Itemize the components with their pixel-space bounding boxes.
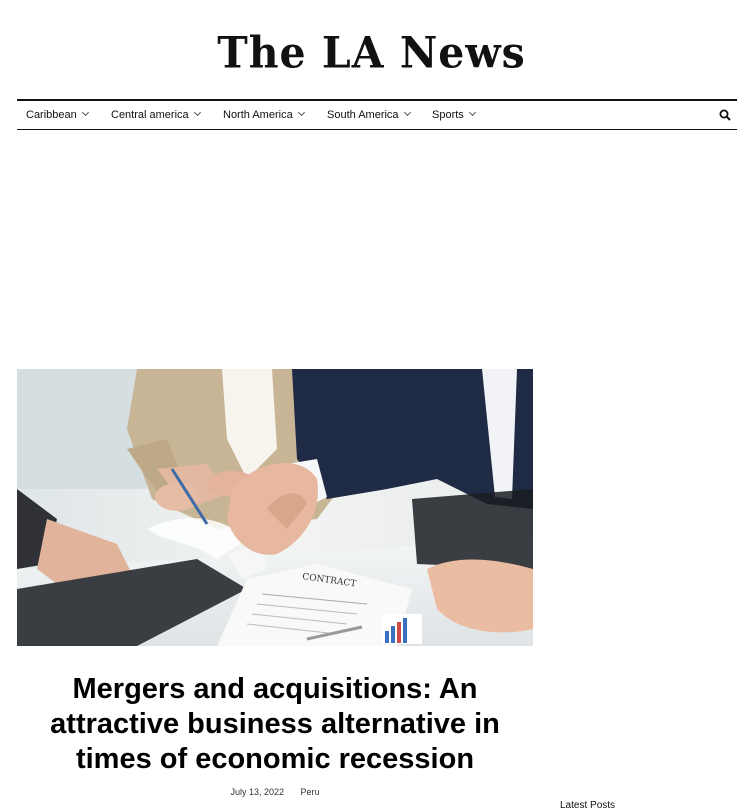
nav-item-label: South America [327, 109, 399, 121]
chevron-down-icon [82, 109, 89, 116]
article-category[interactable]: Peru [300, 787, 320, 797]
main-nav [17, 99, 737, 130]
chevron-down-icon [469, 109, 476, 116]
chevron-down-icon [194, 109, 201, 116]
sidebar-heading: Latest Posts [560, 800, 616, 811]
nav-item-label: Central america [111, 109, 189, 121]
nav-item-north-america[interactable] [223, 101, 304, 129]
nav-item-sports[interactable] [432, 101, 475, 129]
chevron-down-icon [404, 109, 411, 116]
article-hero-image[interactable] [17, 369, 533, 646]
nav-item-label: Sports [432, 109, 464, 121]
search-icon[interactable] [719, 109, 731, 121]
article-date: July 13, 2022 [230, 787, 284, 797]
site-logo[interactable]: The LA News [217, 27, 526, 79]
chevron-down-icon [298, 109, 305, 116]
nav-item-label: Caribbean [26, 109, 77, 121]
article-headline[interactable]: Mergers and acquisitions: An attractive business alternative in times of economic recession [50, 673, 500, 775]
masthead [0, 0, 743, 98]
nav-item-caribbean[interactable] [26, 101, 88, 129]
nav-item-south-america[interactable] [327, 101, 410, 129]
nav-item-central-america[interactable] [111, 101, 200, 129]
contract-text: CONTRACT [301, 572, 357, 590]
article-meta [17, 787, 533, 797]
handshake-image [17, 369, 533, 646]
nav-item-label: North America [223, 109, 293, 121]
